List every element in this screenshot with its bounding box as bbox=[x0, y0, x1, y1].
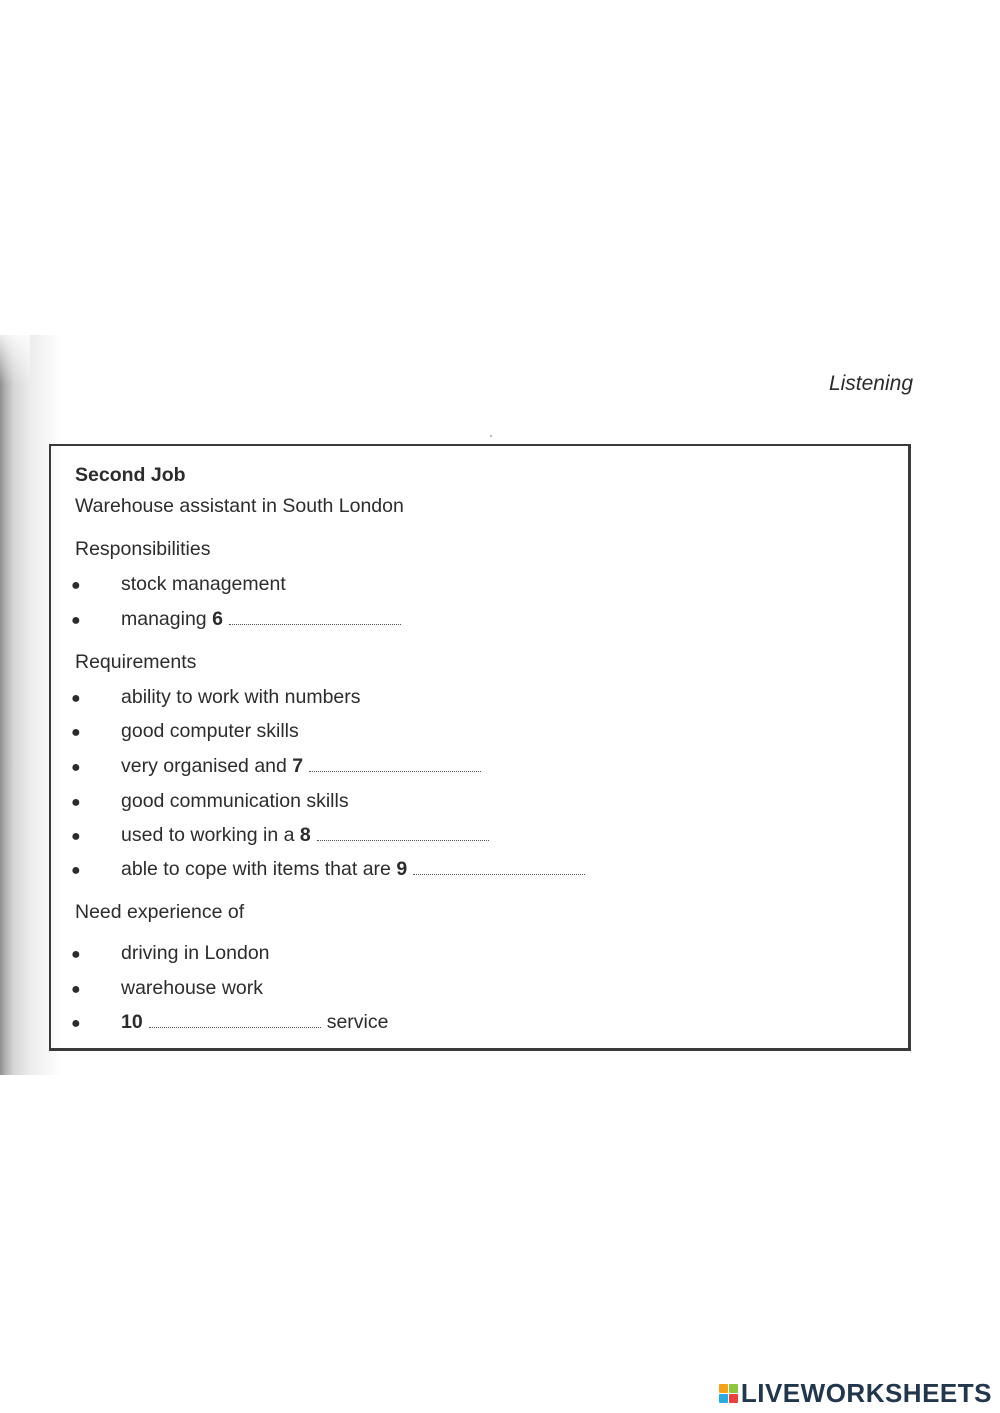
list-item bbox=[71, 941, 270, 967]
bullet-icon: ● bbox=[71, 612, 81, 629]
list-item bbox=[71, 1010, 388, 1036]
answer-blank-8[interactable] bbox=[317, 826, 489, 841]
bullet-icon: ● bbox=[71, 828, 81, 845]
question-number: 7 bbox=[292, 755, 304, 777]
bullet-icon: ● bbox=[71, 946, 81, 963]
item-text: warehouse work bbox=[121, 977, 263, 999]
item-text: driving in London bbox=[121, 942, 270, 964]
item-text: service bbox=[326, 1011, 389, 1033]
list-item bbox=[71, 685, 361, 711]
item-text: stock management bbox=[121, 573, 286, 595]
answer-blank-10[interactable] bbox=[149, 1013, 321, 1028]
bullet-icon: ● bbox=[71, 862, 81, 879]
bullet-icon: ● bbox=[71, 981, 81, 998]
answer-blank-7[interactable] bbox=[309, 757, 481, 772]
list-item bbox=[71, 572, 286, 598]
item-text: able to cope with items that are bbox=[121, 858, 391, 880]
list-item bbox=[71, 754, 481, 780]
logo-tile bbox=[729, 1394, 738, 1403]
item-text: managing bbox=[121, 608, 207, 630]
question-number: 9 bbox=[396, 858, 408, 880]
logo-tile bbox=[729, 1384, 738, 1393]
brand-name: LIVEWORKSHEETS bbox=[740, 1378, 992, 1408]
item-text: good communication skills bbox=[121, 790, 349, 812]
bullet-icon: ● bbox=[71, 690, 81, 707]
list-item bbox=[71, 857, 585, 883]
question-number: 10 bbox=[121, 1011, 143, 1033]
list-item bbox=[71, 823, 489, 849]
answer-blank-9[interactable] bbox=[413, 860, 585, 875]
list-item bbox=[71, 719, 299, 745]
list-item bbox=[71, 607, 401, 633]
bullet-icon: ● bbox=[71, 1015, 81, 1032]
item-text: good computer skills bbox=[121, 720, 299, 742]
scan-speck bbox=[490, 435, 492, 437]
bullet-icon: ● bbox=[71, 577, 81, 594]
bullet-icon: ● bbox=[71, 794, 81, 811]
card-title: Second Job bbox=[75, 464, 186, 486]
item-text: ability to work with numbers bbox=[121, 686, 361, 708]
question-number: 6 bbox=[212, 608, 223, 630]
bullet-icon: ● bbox=[71, 759, 81, 776]
logo-tile bbox=[719, 1394, 728, 1403]
list-item bbox=[71, 789, 349, 815]
item-text: very organised and bbox=[121, 755, 287, 777]
bullet-icon: ● bbox=[71, 724, 81, 741]
logo-tile bbox=[719, 1384, 728, 1393]
answer-blank-6[interactable] bbox=[229, 610, 401, 625]
liveworksheets-brand bbox=[719, 1378, 992, 1409]
experience-heading: Need experience of bbox=[75, 901, 245, 923]
responsibilities-heading: Responsibilities bbox=[75, 538, 211, 560]
brand-logo-icon bbox=[719, 1384, 738, 1403]
item-text: used to working in a bbox=[121, 824, 295, 846]
requirements-heading: Requirements bbox=[75, 651, 197, 673]
question-number: 8 bbox=[299, 824, 311, 846]
card-subtitle: Warehouse assistant in South London bbox=[75, 495, 404, 517]
section-label: Listening bbox=[828, 372, 913, 395]
list-item bbox=[71, 976, 263, 1002]
